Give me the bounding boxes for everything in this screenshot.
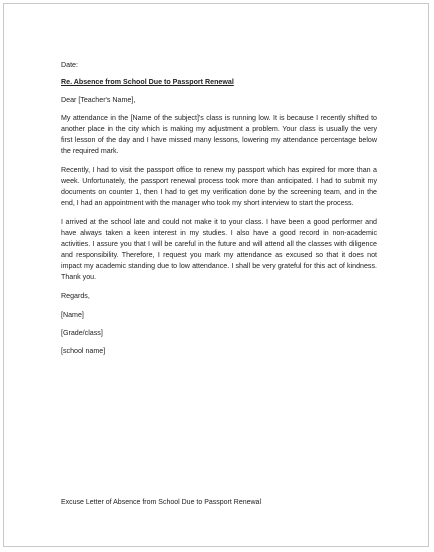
letter-salutation: Dear [Teacher's Name],: [61, 96, 136, 104]
letter-body: [61, 60, 377, 364]
date-label: Date:: [61, 61, 78, 69]
signature-name: [Name]: [61, 311, 84, 319]
letter-paragraph-1: My attendance in the [Name of the subject]'s class is running low. It is because I recently shifted to another place in the city which is making my adjustment a problem. Your class is usually the very first lesson of the day and I have missed many lessons, lowering my attendance percentage below the required mark.: [61, 114, 377, 155]
signature-school: [school name]: [61, 347, 106, 355]
document-page: [3, 3, 429, 547]
page-footer-caption: Excuse Letter of Absence from School Due to Passport Renewal: [61, 499, 261, 506]
letter-paragraph-2: Recently, I had to visit the passport office to renew my passport which has expired for more than a week. Unfortunately, the passport renewal process took more than anticipated. I had to submit my documents on counter 1, then I had to get my verification done by the screening team, and in the end, I had an appointment with the manager who took my short interview to start the process.: [61, 166, 377, 207]
letter-closing: Regards,: [61, 292, 90, 300]
letter-paragraph-3: I arrived at the school late and could not make it to your class. I have been a good performer and have always taken a keen interest in my studies. I also have a good record in non-academic activities. I assure you that I will be careful in the future and will attend all the classes with diligence and responsibility. Therefore, I request you mark my attendance as excused so that it does not impact my academic standing due to low attendance. I shall be very grateful for this act of kindness. Thank you.: [61, 218, 377, 281]
letter-subject: Re. Absence from School Due to Passport Renewal: [61, 78, 234, 86]
signature-grade: [Grade/class]: [61, 329, 103, 337]
